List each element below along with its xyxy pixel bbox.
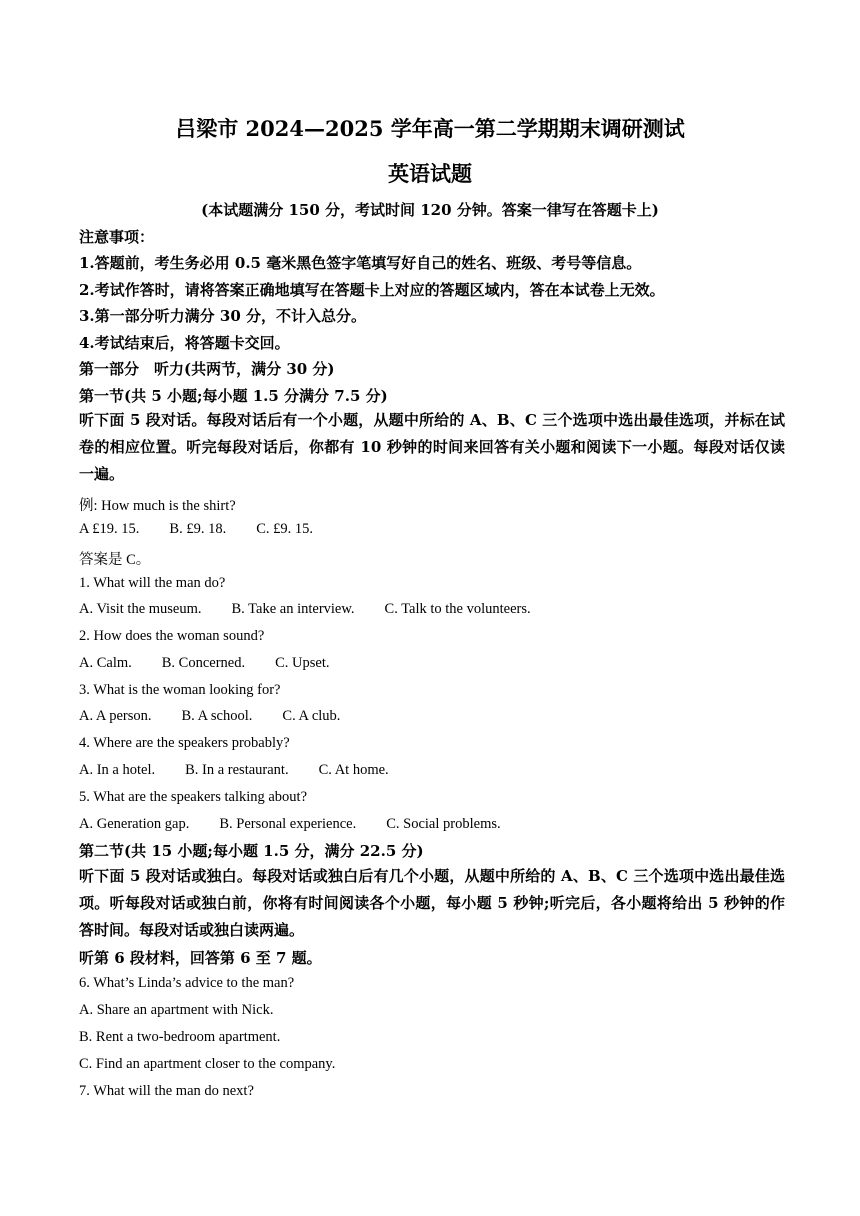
option: B. Rent a two-bedroom apartment. (79, 1029, 281, 1045)
option: B. In a restaurant. (185, 762, 289, 778)
question: 6. What’s Linda’s advice to the man? (79, 975, 295, 991)
question: 4. Where are the speakers probably? (79, 735, 290, 751)
option: A £19. 15. (79, 521, 140, 537)
option: B. Take an interview. (231, 601, 355, 617)
question: 7. What will the man do next? (79, 1083, 254, 1099)
section1-instructions: 听下面 5 段对话。每段对话后有一个小题，从题中所给的 A、B、C 三个选项中选出最佳选项，并标在试卷的相应位置。听完每段对话后，你都有 10 秒钟的时间来回答有关小题和阅读下一小题。每段对话仅读一遍。 (79, 411, 785, 483)
section1-heading: 第一节(共 5 小题;每小题 1.5 分满分 7.5 分) (79, 387, 388, 405)
option: B. Personal experience. (219, 816, 357, 832)
option: C. Find an apartment closer to the company. (79, 1056, 336, 1072)
option: B. Concerned. (161, 655, 246, 671)
option: C. £9. 15. (256, 521, 314, 537)
question-options (79, 601, 561, 618)
question-options (79, 655, 360, 672)
option: B. A school. (181, 708, 253, 724)
option: B. £9. 18. (169, 521, 227, 537)
option: A. A person. (79, 708, 152, 724)
notice-item: 4.考试结束后，将答题卡交回。 (79, 334, 290, 352)
subject-title: 英语试题 (388, 161, 472, 186)
question-options (79, 708, 370, 725)
example-question: 例: How much is the shirt? (79, 498, 236, 514)
question-options (79, 816, 531, 833)
option: A. Generation gap. (79, 816, 190, 832)
question: 3. What is the woman looking for? (79, 682, 281, 698)
question: 1. What will the man do? (79, 575, 226, 591)
notice-heading: 注意事项： (79, 228, 155, 246)
exam-title: 吕梁市 2024—2025 学年高一第二学期期末调研测试 (175, 116, 685, 141)
example-answer: 答案是 C。 (79, 552, 151, 568)
option: C. At home. (318, 762, 389, 778)
notice-item: 1.答题前，考生务必用 0.5 毫米黑色签字笔填写好自己的姓名、班级、考号等信息。 (79, 254, 642, 272)
option: A. In a hotel. (79, 762, 156, 778)
question: 5. What are the speakers talking about? (79, 789, 308, 805)
example-options (79, 521, 343, 538)
option: C. A club. (282, 708, 341, 724)
exam-note: (本试题满分 150 分，考试时间 120 分钟。答案一律写在答题卡上) (201, 201, 659, 219)
section2-heading: 第二节(共 15 小题;每小题 1.5 分，满分 22.5 分) (79, 842, 424, 860)
option: A. Calm. (79, 655, 132, 671)
question-options (79, 762, 419, 779)
material-heading: 听第 6 段材料，回答第 6 至 7 题。 (79, 949, 322, 967)
part1-heading: 第一部分 听力(共两节，满分 30 分) (79, 360, 335, 378)
question: 2. How does the woman sound? (79, 628, 265, 644)
section2-instructions: 听下面 5 段对话或独白。每段对话或独白后有几个小题，从题中所给的 A、B、C 三个选项中选出最佳选项。听每段对话或独白前，你将有时间阅读各个小题，每小题 5 秒钟;听完后，各小题将给出 5 秒钟的作答时间。每段对话或独白读两遍。 (79, 867, 785, 939)
option: C. Talk to the volunteers. (384, 601, 531, 617)
notice-item: 3.第一部分听力满分 30 分，不计入总分。 (79, 307, 366, 325)
option: A. Share an apartment with Nick. (79, 1002, 274, 1018)
option: A. Visit the museum. (79, 601, 202, 617)
notice-item: 2.考试作答时，请将答案正确地填写在答题卡上对应的答题区域内，答在本试卷上无效。 (79, 281, 665, 299)
option: C. Social problems. (386, 816, 501, 832)
option: C. Upset. (275, 655, 330, 671)
